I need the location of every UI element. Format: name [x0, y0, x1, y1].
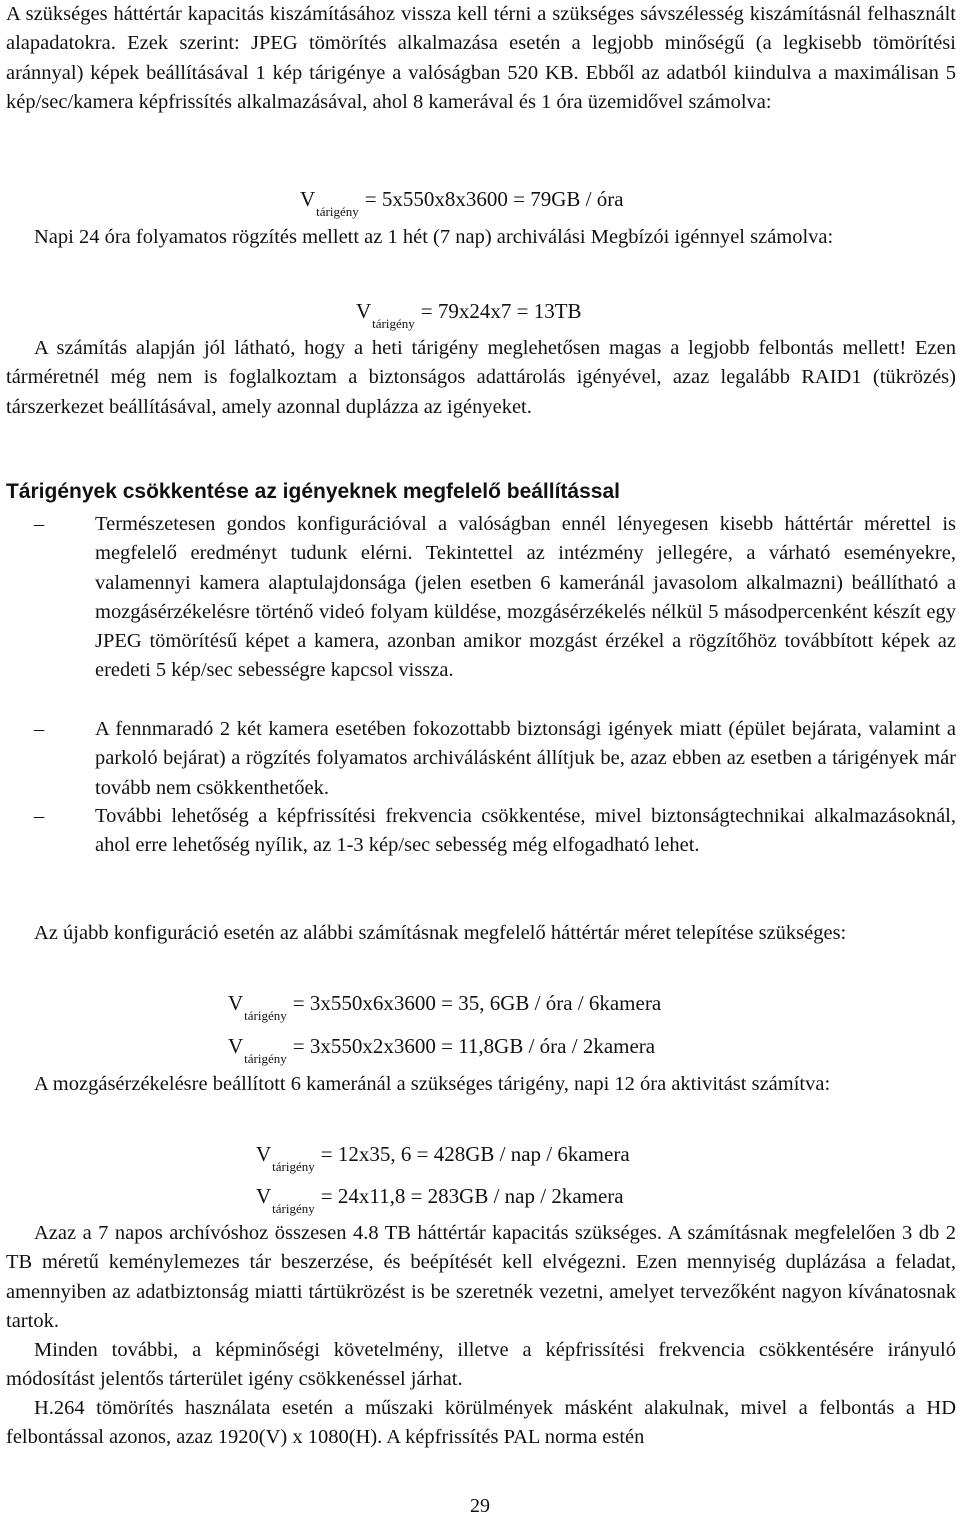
page-number: 29	[470, 1495, 490, 1517]
bullet-dash: –	[34, 718, 45, 740]
paragraph-h264: H.264 tömörítés használata esetén a műszaki körülmények másként alakulnak, mivel a felbontás a HD felbontással azonos, azaz 1920(V) x 1080(H). A képfrissítés PAL norma estén	[6, 1397, 956, 1449]
paragraph-calculation-result: A számítás alapján jól látható, hogy a heti tárigény meglehetősen magas a legjobb felbontás mellett! Ezen tárméretnél még nem is foglalkoztam a biztonságos adattárolás igényével, azaz legalább RAID1 (tükrözés) társzerkezet beállításával, amely azonnal duplázza az igényeket.	[6, 337, 956, 418]
paragraph-archive-capacity: Azaz a 7 napos archívóshoz összesen 4.8 TB háttértár kapacitás szükséges. A számításnak megfelelően 3 db 2 TB méretű keménylemezes tár beszerzése, és beépítését kell elvégezni. Ezen mennyiség duplázása a feladat, amennyiben az adatbiztonság miatti tártükrözést is be szeretnék vezetni, amelyet tervezőként nagyon kívánatosnak tartok.	[6, 1222, 956, 1332]
formula-hourly-storage	[300, 186, 624, 219]
formula-subscript: tárigény	[372, 316, 415, 331]
formula-6camera-hourly	[228, 990, 662, 1023]
formula-2camera-hourly	[228, 1033, 656, 1066]
bullet-dash: –	[34, 513, 45, 535]
formula-variable: V	[256, 1184, 272, 1208]
formula-subscript: tárigény	[244, 1008, 287, 1023]
formula-expression: = 79x24x7 = 13TB	[420, 299, 582, 323]
section-heading: Tárigények csökkentése az igényeknek megfelelő beállítással	[6, 480, 620, 503]
formula-variable: V	[228, 1034, 244, 1058]
formula-subscript: tárigény	[272, 1159, 315, 1174]
paragraph-further-changes: Minden további, a képminőségi követelmény, illetve a képfrissítési frekvencia csökkentésére irányuló módosítást jelentős tárterület igény csökkenéssel járhat.	[6, 1339, 956, 1391]
bullet-text: Természetesen gondos konfigurációval a valóságban ennél lényegesen kisebb háttértár mérettel is megfelelő eredményt tudunk elérni. Tekintettel az intézmény jellegére, a várható eseményekre, valamennyi kamera alaptulajdonsága (jelen esetben 6 kameránál javasolom alkalmazni) beállítható a mozgásérzékelésre történő videó folyam küldése, mozgásérzékelés nélkül 5 másodpercenként készít egy JPEG tömörítésű képet a kamera, azonban amikor mozgást érzékel a rögzítőhöz továbbított képek az eredeti 5 kép/sec sebességre kapcsol vissza.	[95, 513, 956, 682]
paragraph-motion-detection: A mozgásérzékelésre beállított 6 kameránál a szükséges tárigény, napi 12 óra aktivitást számítva:	[34, 1073, 831, 1095]
formula-variable: V	[356, 299, 372, 323]
bullet-text: További lehetőség a képfrissítési frekvencia csökkentése, mivel biztonságtechnikai alkalmazásoknál, ahol erre lehetőség nyílik, az 1-3 kép/sec sebesség még elfogadható lehet.	[95, 805, 956, 857]
formula-expression: = 5x550x8x3600 = 79GB / óra	[364, 187, 624, 211]
bullet-item	[34, 802, 956, 861]
formula-expression: = 3x550x2x3600 = 11,8GB / óra / 2kamera	[292, 1034, 656, 1058]
formula-variable: V	[228, 991, 244, 1015]
bullet-item	[34, 715, 956, 803]
paragraph-daily-recording: Napi 24 óra folyamatos rögzítés mellett az 1 hét (7 nap) archiválási Megbízói igénnyel számolva:	[34, 226, 834, 248]
formula-expression: = 12x35, 6 = 428GB / nap / 6kamera	[320, 1142, 630, 1166]
bullet-dash: –	[34, 805, 45, 827]
formula-variable: V	[300, 187, 316, 211]
formula-subscript: tárigény	[244, 1051, 287, 1066]
formula-6camera-daily	[256, 1141, 630, 1174]
formula-expression: = 24x11,8 = 283GB / nap / 2kamera	[320, 1184, 624, 1208]
formula-expression: = 3x550x6x3600 = 35, 6GB / óra / 6kamera	[292, 991, 662, 1015]
paragraph-storage-intro: A szükséges háttértár kapacitás kiszámításához vissza kell térni a szükséges sávszélesség kiszámításnál felhasznált alapadatokra. Ezek szerint: JPEG tömörítés alkalmazása esetén a legjobb minőségű (a legkisebb tömörítési aránnyal) képek beállításával 1 kép tárigénye a valóságban 520 KB. Ebből az adatból kiindulva a maximálisan 5 kép/sec/kamera képfrissítés alkalmazásával, ahol 8 kamerával és 1 óra üzemidővel számolva:	[6, 3, 956, 113]
bullet-item	[34, 510, 956, 686]
formula-2camera-daily	[256, 1183, 624, 1216]
bullet-text: A fennmaradó 2 két kamera esetében fokozottabb biztonsági igények miatt (épület bejárata, valamint a parkoló bejárat) a rögzítés folyamatos archiválásként állítjuk be, azaz ebben az esetben a tárigények már tovább nem csökkenthetőek.	[95, 718, 956, 799]
paragraph-new-config: Az újabb konfiguráció esetén az alábbi számításnak megfelelő háttértár méret telepítése szükséges:	[34, 922, 847, 944]
formula-variable: V	[256, 1142, 272, 1166]
formula-subscript: tárigény	[316, 204, 359, 219]
formula-weekly-storage	[356, 298, 582, 331]
formula-subscript: tárigény	[272, 1201, 315, 1216]
